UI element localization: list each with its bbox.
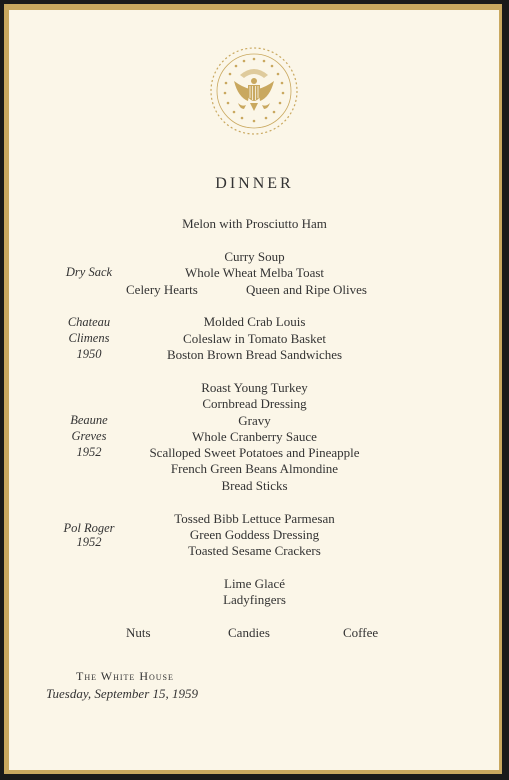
course-item: Boston Brown Bread Sandwiches xyxy=(166,347,343,362)
course-item: Gravy xyxy=(238,413,271,428)
course-item: Whole Wheat Melba Toast xyxy=(184,265,325,280)
course-item: Tossed Bibb Lettuce Parmesan xyxy=(174,511,335,526)
course-item: Whole Cranberry Sauce xyxy=(192,429,317,444)
menu-title: DINNER xyxy=(215,175,294,192)
course-item: Ladyfingers xyxy=(223,592,286,607)
course-item: Green Goddess Dressing xyxy=(189,527,320,542)
course-item: Queen and Ripe Olives xyxy=(246,282,367,297)
course-item: French Green Beans Almondine xyxy=(170,461,339,476)
wine-label: Greves xyxy=(71,429,107,443)
wine-label: 1952 xyxy=(76,535,102,549)
course-item: Coleslaw in Tomato Basket xyxy=(183,331,326,346)
wine-label: Dry Sack xyxy=(65,265,113,279)
course-item: Curry Soup xyxy=(224,249,285,264)
wine-label: 1950 xyxy=(76,347,102,361)
footer-place: The White House xyxy=(76,669,174,683)
presidential-seal-icon xyxy=(208,45,300,137)
footer-date: Tuesday, September 15, 1959 xyxy=(46,686,199,701)
course-item: Molded Crab Louis xyxy=(203,314,306,329)
course-item: Melon with Prosciutto Ham xyxy=(182,216,327,231)
course-item: Coffee xyxy=(343,625,379,640)
wine-label: Pol Roger xyxy=(63,521,115,535)
wine-label: Climens xyxy=(68,331,110,345)
course-item: Nuts xyxy=(126,625,151,640)
course-item: Candies xyxy=(228,625,270,640)
wine-label: Chateau xyxy=(67,315,111,329)
course-item: Celery Hearts xyxy=(126,282,198,297)
course-item: Roast Young Turkey xyxy=(201,380,308,395)
course-item: Bread Sticks xyxy=(221,478,288,493)
course-item: Cornbread Dressing xyxy=(202,396,307,411)
course-item: Lime Glacé xyxy=(224,576,285,591)
wine-label: 1952 xyxy=(76,445,102,459)
course-item: Toasted Sesame Crackers xyxy=(188,543,321,558)
course-item: Scalloped Sweet Potatoes and Pineapple xyxy=(149,445,360,460)
wine-label: Beaune xyxy=(70,413,108,427)
